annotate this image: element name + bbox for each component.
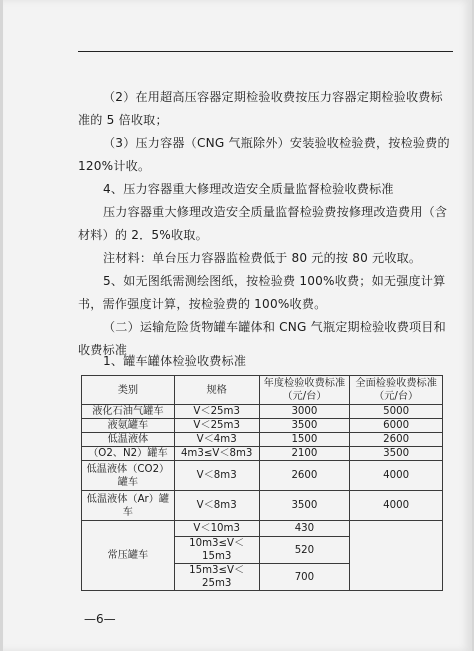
header-annual-fee: 年度检验收费标准（元/台）: [259, 376, 350, 405]
cell-full: 2600: [350, 433, 443, 447]
header-full-fee: 全面检验收费标准（元/台）: [350, 376, 443, 405]
cell-spec: 4m3≤V＜8m3: [174, 447, 259, 461]
header-category: 类别: [82, 376, 175, 405]
cell-spec: V＜8m3: [174, 461, 259, 491]
cell-full: 6000: [350, 419, 443, 433]
fee-table: [81, 375, 443, 591]
section-heading-tank-truck: （二）运输危险货物罐车罐体和 CNG 气瓶定期检验收费项目和收费标准: [78, 320, 446, 357]
cell-annual: 3500: [259, 491, 350, 521]
table-row: [82, 461, 443, 491]
cell-category: 液氨罐车: [82, 419, 175, 433]
table-row: [82, 419, 443, 433]
cell-spec: 10m3≤V＜15m3: [174, 537, 259, 564]
cell-full: 3500: [350, 447, 443, 461]
table-row: [82, 521, 443, 537]
cell-annual: 3500: [259, 419, 350, 433]
cell-annual: 2100: [259, 447, 350, 461]
cell-category: 液化石油气罐车: [82, 405, 175, 419]
cell-category: 低温液体（CO2）罐车: [82, 461, 175, 491]
cell-annual: 1500: [259, 433, 350, 447]
cell-annual: 430: [259, 521, 350, 537]
page-number: —6—: [84, 612, 116, 626]
paragraph-drawing-fee: 5、如无图纸需测绘图纸，按检验费 100%收费；如无强度计算书，需作强度计算，按检验费的 100%收费。: [78, 274, 446, 311]
section-heading-repair: 4、压力容器重大修理改造安全质量监督检验收费标准: [103, 182, 394, 196]
cell-category: （O2、N2）罐车: [82, 447, 175, 461]
cell-spec: V＜4m3: [174, 433, 259, 447]
table-caption: 1、罐车罐体检验收费标准: [103, 354, 247, 368]
cell-category: 常压罐车: [82, 521, 175, 591]
paragraph-ultrahigh-pressure: （2）在用超高压容器定期检验收费按压力容器定期检验收费标准的 5 倍收取；: [78, 90, 443, 127]
cell-category: 低温液体（Ar）罐车: [82, 491, 175, 521]
paragraph-repair-fee: 压力容器重大修理改造安全质量监督检验费按修理改造费用（含材料）的 2．5%收取。: [78, 205, 448, 242]
paragraph-installation-fee: （3）压力容器（CNG 气瓶除外）安装验收检验费，按检验费的 120%计收。: [78, 136, 450, 173]
cell-annual: 3000: [259, 405, 350, 419]
cell-spec: V＜25m3: [174, 405, 259, 419]
cell-spec: V＜25m3: [174, 419, 259, 433]
cell-annual: 700: [259, 564, 350, 591]
cell-full: 4000: [350, 491, 443, 521]
cell-spec: V＜10m3: [174, 521, 259, 537]
cell-annual: 520: [259, 537, 350, 564]
header-spec: 规格: [174, 376, 259, 405]
cell-spec: V＜8m3: [174, 491, 259, 521]
cell-full: 5000: [350, 405, 443, 419]
table-row: [82, 447, 443, 461]
cell-full: [350, 521, 443, 591]
cell-spec: 15m3≤V＜25m3: [174, 564, 259, 591]
cell-full: 4000: [350, 461, 443, 491]
paragraph-minimum-fee: 注材料：单台压力容器监检费低于 80 元的按 80 元收取。: [103, 251, 422, 265]
table-row: [82, 433, 443, 447]
cell-annual: 2600: [259, 461, 350, 491]
table-row: [82, 405, 443, 419]
header-rule: [78, 51, 453, 52]
table-row: [82, 491, 443, 521]
cell-category: 低温液体: [82, 433, 175, 447]
